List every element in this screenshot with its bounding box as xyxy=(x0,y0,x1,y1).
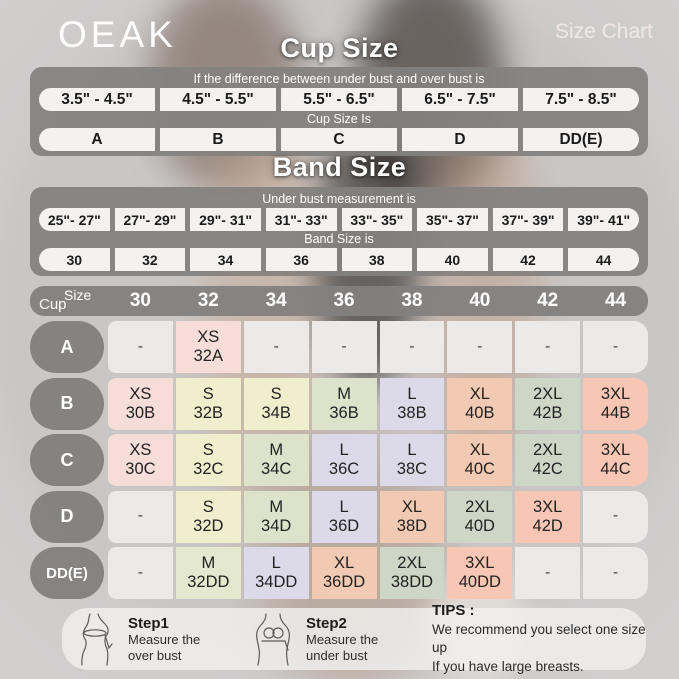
tips-line1: We recommend you select one size up xyxy=(432,622,646,656)
cell-size-label: M xyxy=(269,497,284,516)
band-range-row xyxy=(39,208,639,231)
matrix-column-headers xyxy=(108,286,648,316)
matrix-column-header: 30 xyxy=(129,290,151,311)
matrix-column-header: 36 xyxy=(333,290,355,311)
cup-range-row xyxy=(39,88,639,111)
cell-empty-dash: - xyxy=(409,337,415,355)
cell-size-code: 40B xyxy=(465,403,495,422)
band-range-cell: 37"- 39" xyxy=(493,208,564,231)
cell-empty-dash: - xyxy=(612,563,619,581)
step1-text xyxy=(128,615,240,663)
matrix-cell xyxy=(380,434,445,486)
cell-size-code: 36C xyxy=(328,460,360,478)
step2-line1: Measure the xyxy=(306,631,379,647)
cell-size-label: L xyxy=(407,441,417,460)
cell-size-label: S xyxy=(270,384,282,403)
cell-empty-dash: - xyxy=(341,337,347,355)
band-value-cell: 42 xyxy=(493,248,564,271)
band-value-cell: 40 xyxy=(417,248,488,271)
cell-size-label: XL xyxy=(469,384,490,403)
matrix-corner xyxy=(30,286,104,316)
cup-size-title: Cup Size xyxy=(280,33,399,63)
band-result-label: Band Size is xyxy=(304,232,374,246)
cell-size-label: 2XL xyxy=(533,441,563,460)
matrix-cell xyxy=(583,547,648,599)
cell-size-label: 2XL xyxy=(533,384,563,403)
cell-empty-dash: - xyxy=(612,507,619,525)
size-matrix-body xyxy=(30,321,648,599)
band-condition-label: Under bust measurement is xyxy=(262,192,416,206)
cup-range-cell: 6.5" - 7.5" xyxy=(402,88,518,111)
cell-size-code: 42B xyxy=(533,403,563,422)
matrix-cell xyxy=(108,378,173,430)
matrix-cell xyxy=(108,547,173,599)
cell-size-code: 30C xyxy=(125,460,156,478)
cup-value-cell: DD(E) xyxy=(523,128,639,151)
matrix-row-d xyxy=(30,491,648,543)
matrix-row-cells xyxy=(108,491,648,543)
band-range-cell: 27"- 29" xyxy=(115,208,186,231)
cell-size-label: 3XL xyxy=(600,384,631,403)
cell-size-code: 42D xyxy=(532,516,563,535)
matrix-cell xyxy=(312,321,377,373)
cup-result-label: Cup Size Is xyxy=(307,112,371,126)
cell-size-label: M xyxy=(337,384,351,403)
step2-line2: under bust xyxy=(306,647,368,663)
cell-size-code: 32A xyxy=(193,347,223,365)
cell-empty-dash: - xyxy=(545,563,551,581)
matrix-cup-label: DD(E) xyxy=(30,547,104,599)
matrix-row-cells xyxy=(108,378,648,430)
matrix-row-cells xyxy=(108,321,648,373)
cell-size-label: S xyxy=(202,384,214,403)
cell-size-code: 34D xyxy=(261,516,292,535)
cell-empty-dash: - xyxy=(137,337,144,355)
matrix-cell xyxy=(380,547,445,599)
matrix-cell xyxy=(108,321,173,373)
matrix-cell xyxy=(312,434,377,486)
band-value-cell: 38 xyxy=(342,248,413,271)
matrix-cell xyxy=(380,491,445,543)
matrix-row-a xyxy=(30,321,648,373)
band-range-cell: 35"- 37" xyxy=(417,208,488,231)
matrix-cell xyxy=(515,378,580,430)
matrix-column-header: 34 xyxy=(265,290,287,311)
cell-size-code: 32C xyxy=(193,460,224,478)
cell-empty-dash: - xyxy=(612,337,619,355)
matrix-cell xyxy=(244,547,309,599)
matrix-cell xyxy=(447,321,512,373)
tips-title: TIPS : xyxy=(432,602,475,620)
band-range-cell: 31"- 33" xyxy=(266,208,337,231)
matrix-cell xyxy=(176,434,241,486)
matrix-cell xyxy=(515,491,580,543)
matrix-column-header: 42 xyxy=(537,290,559,311)
cell-empty-dash: - xyxy=(477,337,483,355)
band-range-cell: 33"- 35" xyxy=(342,208,413,231)
matrix-cell xyxy=(515,434,580,486)
matrix-cell xyxy=(583,378,648,430)
matrix-column-header: 38 xyxy=(401,290,423,311)
matrix-cup-label: A xyxy=(30,321,104,373)
cup-value-cell: A xyxy=(39,128,155,151)
matrix-cell xyxy=(176,378,241,430)
matrix-cell xyxy=(447,491,512,543)
cell-size-code: 32B xyxy=(193,403,223,422)
brand-logo: OEAK xyxy=(58,14,177,55)
cup-range-cell: 7.5" - 8.5" xyxy=(523,88,639,111)
matrix-row-b xyxy=(30,378,648,430)
matrix-column-header: 40 xyxy=(469,290,491,311)
step1-title: Step1 xyxy=(128,614,169,632)
size-matrix-header xyxy=(30,286,648,316)
matrix-cup-label: C xyxy=(30,434,104,486)
cell-size-label: 3XL xyxy=(600,441,631,460)
cell-size-code: 34C xyxy=(261,460,292,478)
cell-size-label: 2XL xyxy=(465,497,495,516)
matrix-cell xyxy=(312,491,377,543)
matrix-cell xyxy=(515,321,580,373)
matrix-row-dde xyxy=(30,547,648,599)
cell-size-code: 38D xyxy=(396,516,428,535)
cell-size-code: 40C xyxy=(464,460,495,478)
step1-line2: over bust xyxy=(128,647,182,663)
step2-title: Step2 xyxy=(306,614,347,632)
cup-range-cell: 5.5" - 6.5" xyxy=(281,88,397,111)
cell-size-label: XS xyxy=(197,328,220,347)
step2-measure-icon xyxy=(252,612,294,666)
matrix-cell xyxy=(244,434,309,486)
matrix-cell xyxy=(108,434,173,486)
step1-line1: Measure the xyxy=(128,631,201,647)
cell-size-code: 36DD xyxy=(322,573,366,591)
cell-size-label: XL xyxy=(401,497,423,516)
cell-size-code: 34DD xyxy=(255,573,298,591)
cup-value-row xyxy=(39,128,639,151)
matrix-cell xyxy=(380,378,445,430)
matrix-column-header: 32 xyxy=(197,290,219,311)
cell-size-code: 38DD xyxy=(390,573,434,591)
cup-condition-label: If the difference between under bust and over bust is xyxy=(193,72,485,86)
cell-empty-dash: - xyxy=(137,507,144,525)
step1-measure-icon xyxy=(74,612,116,666)
tips-line2: If you have large breasts. xyxy=(432,658,584,674)
cup-size-table xyxy=(30,67,648,156)
matrix-corner-cup-label: Cup xyxy=(39,296,67,313)
matrix-cell xyxy=(312,547,377,599)
matrix-cell xyxy=(244,491,309,543)
matrix-cell xyxy=(108,491,173,543)
cup-range-cell: 3.5" - 4.5" xyxy=(39,88,155,111)
matrix-cell xyxy=(380,321,445,373)
matrix-cell xyxy=(515,547,580,599)
cell-size-label: XL xyxy=(333,554,355,573)
cell-size-code: 32DD xyxy=(187,573,230,591)
matrix-cup-label: B xyxy=(30,378,104,430)
band-value-cell: 30 xyxy=(39,248,110,271)
cell-size-code: 42C xyxy=(532,460,563,478)
band-value-cell: 44 xyxy=(568,248,639,271)
band-value-row xyxy=(39,248,639,271)
matrix-cell xyxy=(583,491,648,543)
cup-range-cell: 4.5" - 5.5" xyxy=(160,88,276,111)
band-range-cell: 29"- 31" xyxy=(190,208,261,231)
cell-size-code: 38C xyxy=(396,460,428,478)
band-range-cell: 39"- 41" xyxy=(568,208,639,231)
matrix-row-cells xyxy=(108,547,648,599)
cell-size-label: L xyxy=(407,384,417,403)
band-size-table xyxy=(30,187,648,276)
cell-empty-dash: - xyxy=(273,337,279,355)
cell-size-label: 3XL xyxy=(465,554,495,573)
matrix-column-header: 44 xyxy=(604,290,627,311)
matrix-cell xyxy=(447,547,512,599)
cell-size-label: S xyxy=(202,441,214,460)
band-value-cell: 34 xyxy=(190,248,261,271)
cell-size-label: M xyxy=(269,441,284,460)
cell-size-code: 36D xyxy=(328,516,360,535)
page-title: Size Chart xyxy=(554,20,653,43)
cell-size-code: 40DD xyxy=(458,573,501,591)
cell-size-label: 3XL xyxy=(533,497,563,516)
matrix-cell xyxy=(176,491,241,543)
matrix-cell xyxy=(312,378,377,430)
band-value-cell: 36 xyxy=(266,248,337,271)
cell-size-label: L xyxy=(339,441,349,460)
cell-size-code: 36B xyxy=(329,403,359,422)
cell-empty-dash: - xyxy=(545,337,551,355)
step2-text xyxy=(306,615,418,663)
tips-block xyxy=(432,602,646,676)
band-value-cell: 32 xyxy=(115,248,186,271)
cell-size-label: 2XL xyxy=(397,554,427,573)
matrix-cell xyxy=(583,321,648,373)
cell-size-label: L xyxy=(339,497,349,516)
cup-value-cell: B xyxy=(160,128,276,151)
matrix-cell xyxy=(176,321,241,373)
cell-size-code: 34B xyxy=(261,403,291,422)
cell-size-code: 44B xyxy=(600,403,631,422)
matrix-cup-label: D xyxy=(30,491,104,543)
cell-size-code: 44C xyxy=(600,460,631,478)
matrix-cell xyxy=(447,434,512,486)
matrix-cell xyxy=(447,378,512,430)
matrix-cell xyxy=(244,378,309,430)
matrix-cell xyxy=(244,321,309,373)
cell-size-label: XS xyxy=(129,441,152,460)
cell-size-label: XS xyxy=(129,384,152,403)
matrix-corner-size-label: Size xyxy=(64,287,92,303)
footer-panel xyxy=(62,602,646,674)
cell-size-label: M xyxy=(201,554,216,573)
cell-size-code: 38B xyxy=(397,403,427,422)
cup-value-cell: C xyxy=(281,128,397,151)
cell-size-label: L xyxy=(271,554,281,573)
matrix-row-cells xyxy=(108,434,648,486)
band-size-title: Band Size xyxy=(272,152,407,182)
cup-value-cell: D xyxy=(402,128,518,151)
cell-size-code: 40D xyxy=(464,516,495,535)
cell-empty-dash: - xyxy=(137,563,144,581)
cell-size-code: 30B xyxy=(125,403,156,422)
cell-size-label: XL xyxy=(469,441,490,460)
matrix-cell xyxy=(583,434,648,486)
cell-size-label: S xyxy=(202,497,214,516)
cell-size-code: 32D xyxy=(193,516,224,535)
band-range-cell: 25"- 27" xyxy=(39,208,110,231)
matrix-cell xyxy=(176,547,241,599)
matrix-row-c xyxy=(30,434,648,486)
